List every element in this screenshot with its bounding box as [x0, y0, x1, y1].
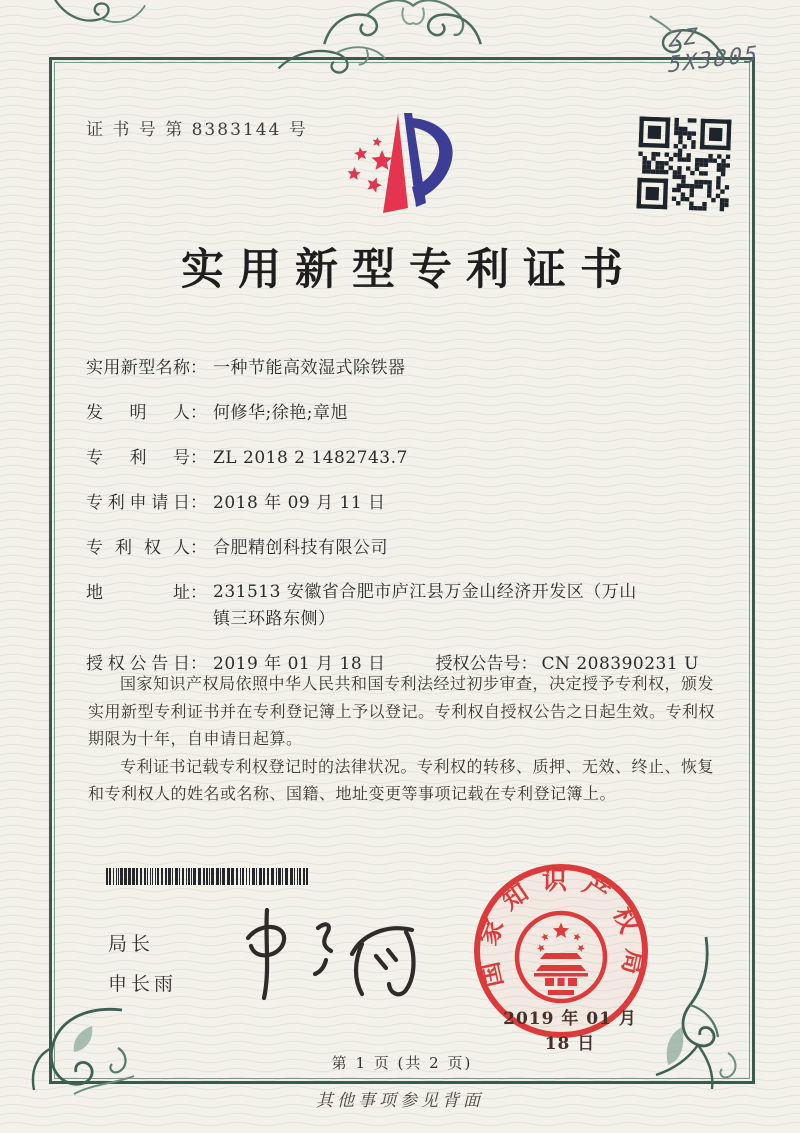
- certificate-title: 实用新型专利证书: [181, 245, 637, 295]
- field-value: 一种节能高效湿式除铁器: [213, 358, 406, 378]
- legal-text: [88, 670, 730, 808]
- field-label: 授权公告号: [435, 654, 521, 674]
- grant-number: CN 208390231 U: [541, 654, 699, 674]
- grant-date: 2019 年 01 月 18 日: [213, 654, 386, 674]
- back-note: 其他事项参见背面: [316, 1091, 484, 1111]
- field-value: 2018 年 09 月 11 日: [213, 493, 386, 513]
- field-row-patentee: 专利权人： 合肥精创科技有限公司: [86, 534, 746, 562]
- field-label: 专利号: [86, 448, 190, 468]
- page-number: 第 1 页 (共 2 页): [331, 1054, 473, 1072]
- logo-stars: [348, 137, 393, 193]
- field-row-patent-no: 专利号： ZL 2018 2 1482743.7: [86, 444, 746, 472]
- field-row-grant: 授权公告日： 2019 年 01 月 18 日 授权公告号： CN 208390231 U: [86, 650, 746, 678]
- legal-paragraph-2: 专利证书记载专利权登记时的法律状况。专利权的转移、质押、无效、终止、恢复和专利权人的姓名或名称、国籍、地址变更等事项记载在专利登记簿上。: [88, 756, 715, 803]
- field-row-filing-date: 专利申请日： 2018 年 09 月 11 日: [86, 489, 746, 517]
- field-label: 地址: [86, 583, 190, 603]
- field-list: [86, 354, 746, 695]
- signer-title: 局长: [108, 933, 155, 955]
- handwritten-archive-note: ZZ 5X3805: [668, 24, 760, 79]
- field-row-name: 实用新型名称： 一种节能高效湿式除铁器: [86, 354, 746, 382]
- legal-paragraph-1: 国家知识产权局依照中华人民共和国专利法经过初步审查，决定授予专利权，颁发实用新型专利证书并在专利登记簿上予以登记。专利权自授权公告之日起生效。专利权期限为十年，自申请日起算。: [88, 674, 716, 748]
- field-label: 实用新型名称: [86, 358, 190, 378]
- cnipa-logo-icon: [346, 108, 458, 218]
- field-label: 专利申请日: [86, 493, 190, 513]
- field-value: 何修华;徐艳;章旭: [213, 403, 348, 423]
- seal-text: 国家知识产权局: [472, 865, 650, 990]
- field-value: 合肥精创科技有限公司: [213, 538, 388, 558]
- field-row-inventors: 发明人： 何修华;徐艳;章旭: [86, 399, 746, 427]
- grant-number-pair: 授权公告号： CN 208390231 U: [436, 654, 699, 674]
- barcode: [106, 868, 310, 885]
- field-label: 发明人: [86, 403, 190, 423]
- signer-name: 申长雨: [108, 973, 178, 995]
- signer-block: [108, 924, 177, 1004]
- qr-code: [636, 116, 731, 211]
- field-label: 授权公告日: [86, 654, 190, 674]
- field-label: 专利权人: [86, 538, 190, 558]
- field-value: ZL 2018 2 1482743.7: [213, 448, 408, 468]
- field-value: 231513 安徽省合肥市庐江县万金山经济开发区（万山镇三环路东侧）: [213, 582, 637, 629]
- seal-date: 2019 年 01 月 18 日: [503, 1009, 637, 1054]
- signature-script: [220, 898, 435, 1008]
- field-row-address: 地址： 231513 安徽省合肥市庐江县万金山经济开发区（万山镇三环路东侧）: [86, 579, 746, 633]
- certificate-frame: [49, 57, 755, 1084]
- certificate-number: 证 书 号 第 8383144 号: [86, 120, 308, 140]
